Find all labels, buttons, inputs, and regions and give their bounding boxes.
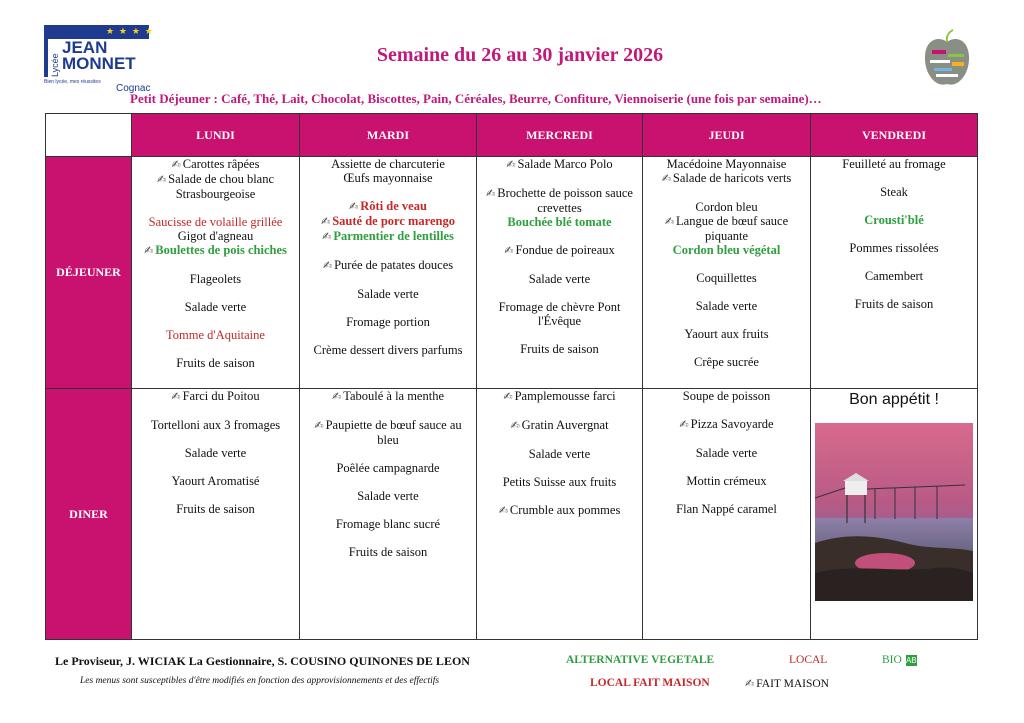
menu-item-text: Camembert [864, 269, 924, 283]
menu-item-text: Pizza Savoyarde [690, 417, 774, 431]
menu-item [647, 157, 806, 171]
menu-item-text: Crumble aux pommes [509, 503, 621, 517]
menu-item-text: Saucisse de volaille grillée [148, 215, 283, 229]
menu-item [815, 241, 973, 255]
fait-maison-icon: ✍ [320, 215, 331, 228]
menu-item-text: Purée de patates douces [334, 258, 454, 272]
footer-note: Les menus sont susceptibles d'être modifiés en fonction des approvisionnements et des effectifs [80, 676, 440, 686]
menu-item [481, 272, 638, 286]
fishing-hut-photo [815, 423, 973, 601]
menu-item [815, 269, 973, 283]
menu-item [304, 343, 472, 357]
day-header-mercredi: MERCREDI [477, 114, 643, 157]
fait-maison-icon: ✍ [331, 390, 342, 403]
legend-bio-label: BIO [882, 654, 902, 666]
menu-item-text: Tomme d'Aquitaine [166, 328, 265, 342]
menu-item-text: Salade de chou blanc Strasbourgeoise [168, 172, 275, 201]
menu-item-text: Salade Marco Polo [517, 157, 613, 171]
menu-item-text: Steak [880, 185, 908, 199]
menu-item-text: Petits Suisse aux fruits [502, 475, 617, 489]
menu-item-text: Pamplemousse farci [514, 389, 616, 403]
row-header-diner: DINER [46, 389, 132, 640]
menu-item [647, 171, 806, 186]
menu-item-text: Salade verte [695, 299, 758, 313]
lunch-cell-vendredi [811, 157, 978, 389]
menu-item [304, 229, 472, 244]
dinner-cell-jeudi [643, 389, 811, 640]
menu-item-text: Salade verte [695, 446, 758, 460]
menu-item-text: Mottin crémeux [686, 474, 767, 488]
menu-item-text: Fromage portion [346, 315, 430, 329]
logo-lycee: Lycée [50, 53, 60, 77]
menu-item [647, 214, 806, 243]
menu-item-text: Brochette de poisson sauce crevettes [497, 186, 633, 215]
menu-item [481, 389, 638, 404]
menu-item [304, 171, 472, 185]
menu-item-text: Flan Nappé caramel [676, 502, 777, 516]
menu-item-text: Paupiette de bœuf sauce au bleu [325, 418, 462, 447]
menu-item-text: Salade verte [528, 272, 591, 286]
menu-item-text: Soupe de poisson [682, 389, 771, 403]
menu-item-text: Poêlée campagnarde [336, 461, 440, 475]
menu-item [304, 517, 472, 531]
breakfast-line: Petit Déjeuner : Café, Thé, Lait, Chocolat, Biscottes, Pain, Céréales, Beurre, Confiture, Viennoiserie (une fois par semaine)… [130, 91, 822, 106]
day-header-lundi: LUNDI [132, 114, 300, 157]
menu-item-text: Gratin Auvergnat [521, 418, 609, 432]
menu-item-text: Flageolets [189, 272, 242, 286]
bon-appetit-text: Bon appétit ! [849, 391, 939, 408]
menu-item-text: Fromage blanc sucré [335, 517, 441, 531]
logo-tagline: Bien lycée, mes réussites [44, 79, 101, 85]
row-header-dejeuner: DÉJEUNER [46, 157, 132, 389]
menu-item [304, 418, 472, 447]
footer-signatures: Le Proviseur, J. WICIAK La Gestionnaire, S. COUSINO QUINONES DE LEON [55, 654, 470, 668]
fait-maison-icon: ✍ [664, 215, 675, 228]
menu-item [136, 389, 295, 404]
menu-item-text: Fondue de poireaux [515, 243, 615, 257]
menu-item [815, 157, 973, 171]
menu-item-text: Boulettes de pois chiches [155, 243, 287, 257]
fait-maison-icon: ✍ [679, 418, 689, 431]
menu-item-text: Macédoine Mayonnaise [666, 157, 787, 171]
menu-item-text: Carottes râpées [182, 157, 260, 171]
menu-item-text: Cordon bleu végétal [672, 243, 781, 257]
menu-item [136, 172, 295, 201]
legend-bio [882, 654, 917, 666]
day-header-mardi: MARDI [300, 114, 477, 157]
menu-item [647, 474, 806, 488]
menu-item [481, 475, 638, 489]
menu-item [481, 300, 638, 328]
menu-item [481, 342, 638, 356]
menu-item [647, 417, 806, 432]
menu-item-text: Rôti de veau [360, 199, 427, 213]
fait-maison-icon: ✍ [486, 187, 496, 200]
logo-city: Cognac [116, 83, 151, 94]
menu-item [136, 356, 295, 370]
table-corner [46, 114, 132, 157]
fait-maison-icon: ✍ [171, 158, 181, 171]
menu-item-text: Fruits de saison [176, 356, 255, 370]
menu-item [136, 474, 295, 488]
menu-item-text: Crème dessert divers parfums [313, 343, 463, 357]
fait-maison-icon: ✍ [349, 200, 359, 213]
menu-item-text: Fruits de saison [348, 545, 428, 559]
menu-item [481, 503, 638, 518]
menu-item-text: Gigot d'agneau [177, 229, 254, 243]
fait-maison-icon: ✍ [506, 158, 516, 171]
legend-fait-maison-label: FAIT MAISON [756, 678, 829, 690]
menu-item [136, 243, 295, 258]
menu-item [815, 185, 973, 199]
menu-item [481, 157, 638, 172]
menu-item [647, 389, 806, 403]
menu-item [136, 446, 295, 460]
menu-item-text: Yaourt aux fruits [684, 327, 769, 341]
lunch-cell-lundi [132, 157, 300, 389]
menu-item-text: Fruits de saison [176, 502, 255, 516]
menu-item [304, 287, 472, 301]
menu-item [647, 502, 806, 516]
fait-maison-icon: ✍ [144, 244, 154, 257]
menu-item [304, 199, 472, 214]
chef-hand-icon: ✍ [745, 677, 755, 690]
menu-item [815, 297, 973, 311]
fait-maison-icon: ✍ [498, 504, 508, 517]
fait-maison-icon: ✍ [661, 172, 671, 185]
dinner-cell-mardi [300, 389, 477, 640]
menu-item-text: Fruits de saison [854, 297, 934, 311]
fait-maison-icon: ✍ [171, 390, 181, 403]
menu-item [304, 157, 472, 171]
menu-item-text: Cordon bleu [695, 200, 758, 214]
menu-item-text: Tortelloni aux 3 fromages [150, 418, 281, 432]
menu-item-text: Langue de bœuf sauce piquante [676, 214, 789, 243]
menu-item-text: Salade verte [184, 446, 247, 460]
fait-maison-icon: ✍ [322, 230, 332, 243]
menu-item-text: Yaourt Aromatisé [171, 474, 260, 488]
day-header-vendredi: VENDREDI [811, 114, 978, 157]
menu-item-text: Farci du Poitou [182, 389, 260, 403]
menu-item-text: Feuilleté au fromage [842, 157, 946, 171]
menu-item [304, 214, 472, 229]
menu-item-text: Œufs mayonnaise [343, 171, 433, 185]
dinner-cell-vendredi [811, 389, 978, 640]
menu-item [304, 389, 472, 404]
menu-item-text: Taboulé à la menthe [343, 389, 445, 403]
menu-item [481, 243, 638, 258]
menu-item-text: Salade verte [357, 489, 419, 503]
weekly-menu-table [45, 113, 978, 640]
menu-item [647, 299, 806, 313]
fait-maison-icon: ✍ [156, 173, 167, 186]
lunch-cell-jeudi [643, 157, 811, 389]
menu-item [136, 300, 295, 314]
lunch-cell-mercredi [477, 157, 643, 389]
menu-item-text: Crêpe sucrée [694, 355, 759, 369]
menu-item-text: Coquillettes [696, 271, 757, 285]
menu-item [647, 355, 806, 369]
menu-item-text: Crousti'blé [864, 213, 924, 227]
legend-fait-maison [745, 677, 829, 690]
menu-item [136, 157, 295, 172]
menu-item [136, 502, 295, 516]
legend-alternative-vegetale: ALTERNATIVE VEGETALE [566, 654, 715, 666]
dinner-cell-mercredi [477, 389, 643, 640]
logo-monnet: MONNET [62, 54, 136, 73]
menu-item-text: Salade de haricots verts [672, 171, 792, 185]
menu-item [304, 489, 472, 503]
fait-maison-icon: ✍ [322, 259, 333, 272]
menu-item [481, 418, 638, 433]
menu-item [481, 447, 638, 461]
menu-item-text: Fruits de saison [520, 342, 599, 356]
menu-item-text: Bouchée blé tomate [507, 215, 612, 229]
menu-item [815, 213, 973, 227]
menu-item-text: Assiette de charcuterie [331, 157, 445, 171]
menu-item [304, 315, 472, 329]
menu-item-text: Salade verte [184, 300, 247, 314]
menu-item-text: Parmentier de lentilles [333, 229, 454, 243]
menu-item [136, 229, 295, 243]
menu-item [481, 186, 638, 215]
fait-maison-icon: ✍ [314, 419, 324, 432]
menu-item [136, 272, 295, 286]
legend-local-fait-maison: LOCAL FAIT MAISON [590, 677, 710, 689]
menu-item [304, 461, 472, 475]
day-header-jeudi: JEUDI [643, 114, 811, 157]
legend-local: LOCAL [789, 654, 828, 666]
fait-maison-icon: ✍ [503, 390, 513, 403]
menu-item-text: Salade verte [528, 447, 591, 461]
dinner-cell-lundi [132, 389, 300, 640]
menu-item [136, 328, 295, 342]
menu-item [304, 545, 472, 559]
menu-item [136, 418, 295, 432]
menu-item [647, 446, 806, 460]
menu-item [304, 258, 472, 273]
fait-maison-icon: ✍ [504, 244, 514, 257]
page-title: Semaine du 26 au 30 janvier 2026 [376, 44, 664, 66]
menu-item-text: Salade verte [357, 287, 419, 301]
logo-jean: JEAN [62, 38, 108, 57]
menu-item [647, 200, 806, 214]
menu-item [481, 215, 638, 229]
menu-item [647, 327, 806, 341]
bio-leaf-icon: AB [905, 655, 917, 665]
menu-item [647, 271, 806, 285]
menu-item [647, 243, 806, 257]
menu-item-text: Fromage de chèvre Pont l'Évêque [498, 300, 621, 328]
menu-item-text: Pommes rissolées [849, 241, 939, 255]
fait-maison-icon: ✍ [510, 419, 520, 432]
menu-item-text: Sauté de porc marengo [332, 214, 455, 228]
menu-item [136, 215, 295, 229]
lunch-cell-mardi [300, 157, 477, 389]
eu-stars-icon: ★ ★ ★ ★ [106, 27, 154, 37]
